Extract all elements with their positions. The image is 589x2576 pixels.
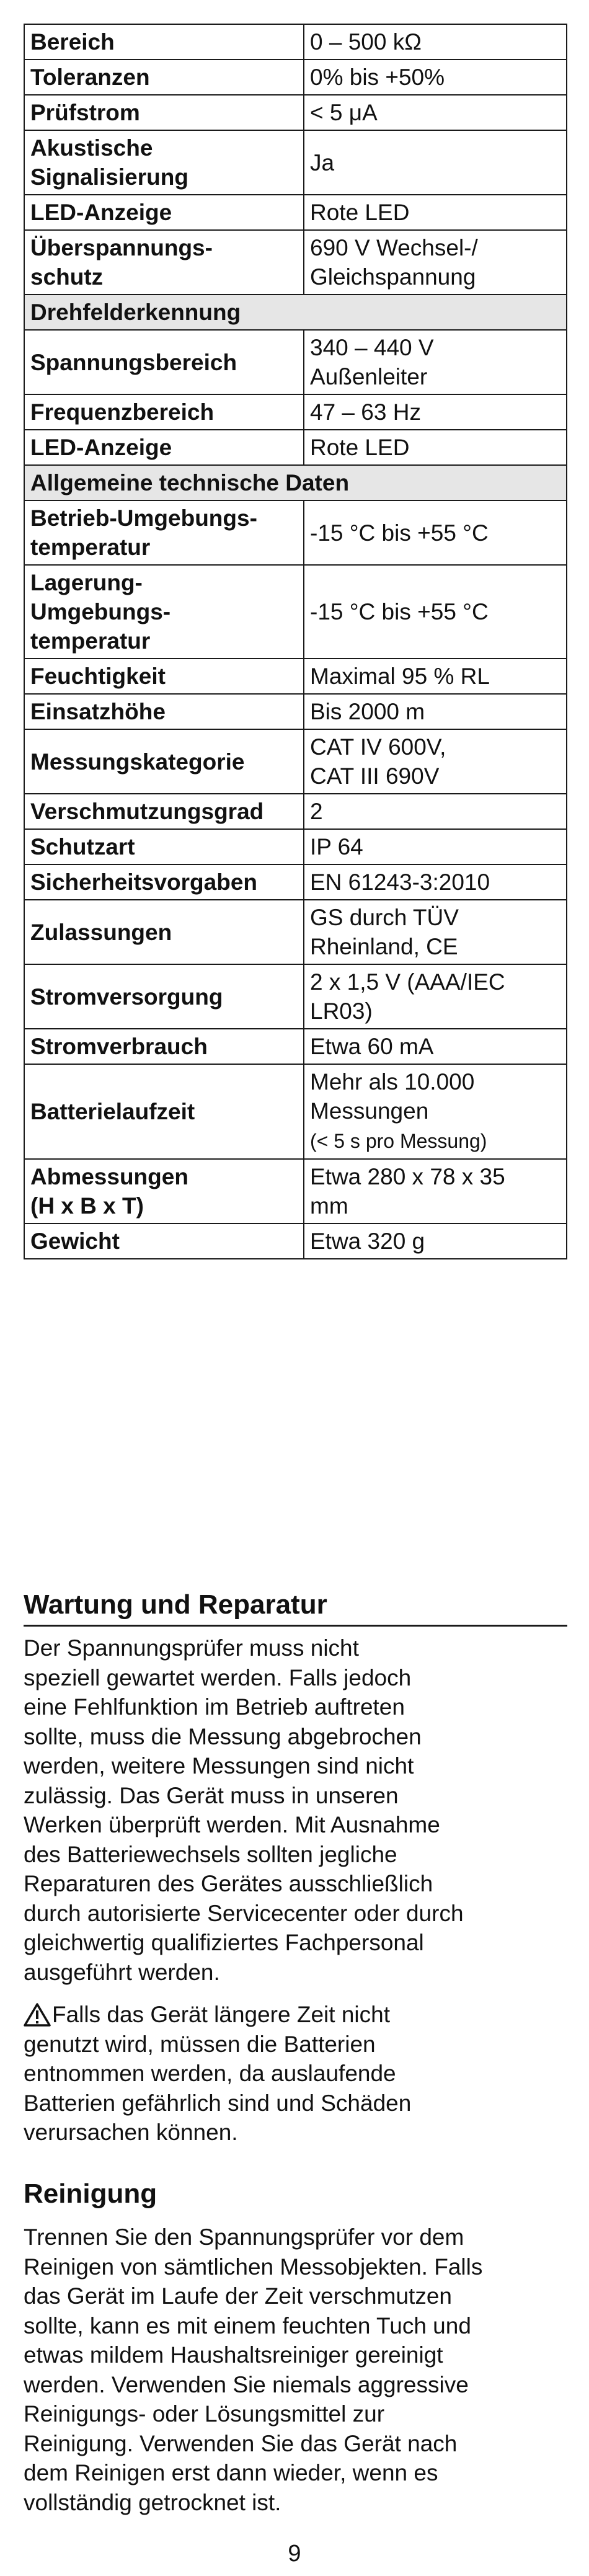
spec-row — [24, 60, 567, 95]
spec-row — [24, 230, 567, 295]
spec-value: Etwa 320 g — [310, 1228, 425, 1254]
section-title: Drehfelderkennung — [24, 295, 567, 330]
spec-label: LED-Anzeige — [24, 430, 304, 465]
spec-value-cell — [304, 829, 567, 864]
spec-row — [24, 195, 567, 230]
spec-value: Rote LED — [310, 435, 410, 460]
spec-row — [24, 130, 567, 195]
spec-value: 47 – 63 Hz — [310, 399, 421, 425]
spec-row — [24, 829, 567, 864]
spec-label: Überspannungs- schutz — [24, 230, 304, 295]
spec-value-cell — [304, 659, 567, 694]
section-header-row — [24, 465, 567, 500]
spec-row — [24, 659, 567, 694]
spec-label: Stromverbrauch — [24, 1029, 304, 1064]
spec-value-cell — [304, 565, 567, 659]
spec-label: Akustische Signalisierung — [24, 130, 304, 195]
spec-row — [24, 394, 567, 430]
spec-label: Batterielaufzeit — [24, 1064, 304, 1159]
spec-value-cell — [304, 130, 567, 195]
spec-value-cell — [304, 1029, 567, 1064]
spec-value-cell — [304, 500, 567, 565]
spec-row — [24, 864, 567, 900]
spec-value: Mehr als 10.000 Messungen — [310, 1069, 475, 1124]
spec-row — [24, 694, 567, 729]
spec-row — [24, 430, 567, 465]
warning-paragraph: Falls das Gerät längere Zeit nicht genutzt wird, müssen die Batterien entnommen werden, da auslaufende Batterien gefährlich sind und Schäden verursachen können. — [24, 2002, 412, 2145]
spec-value: Etwa 280 x 78 x 35 mm — [310, 1164, 505, 1219]
page-number: 9 — [288, 2541, 301, 2567]
specifications-body — [24, 24, 567, 1259]
spec-label: Stromversorgung — [24, 964, 304, 1029]
spec-value-cell — [304, 24, 567, 60]
spec-row — [24, 95, 567, 130]
spec-row — [24, 1029, 567, 1064]
section-header-row — [24, 295, 567, 330]
spec-row — [24, 1159, 567, 1224]
battery-warning — [24, 2000, 567, 2147]
spec-value: IP 64 — [310, 834, 363, 859]
spec-value-cell — [304, 60, 567, 95]
spec-value: CAT IV 600V, CAT III 690V — [310, 734, 446, 789]
spec-row — [24, 1064, 567, 1159]
spec-value: 340 – 440 V Außenleiter — [310, 335, 434, 389]
spec-value: Rote LED — [310, 200, 410, 225]
spec-value: 0% bis +50% — [310, 64, 445, 90]
spec-label: Toleranzen — [24, 60, 304, 95]
spec-label: Sicherheitsvorgaben — [24, 864, 304, 900]
spec-label: Prüfstrom — [24, 95, 304, 130]
spec-value-cell — [304, 964, 567, 1029]
spec-value: Ja — [310, 149, 335, 175]
spec-label: Feuchtigkeit — [24, 659, 304, 694]
spec-value-cell — [304, 1159, 567, 1224]
spec-value-cell — [304, 430, 567, 465]
warning-icon — [24, 2002, 51, 2027]
spec-row — [24, 330, 567, 394]
spec-label: Verschmutzungsgrad — [24, 794, 304, 829]
spec-value-cell — [304, 1064, 567, 1159]
spec-value: Bis 2000 m — [310, 699, 425, 724]
spec-value: -15 °C bis +55 °C — [310, 599, 489, 624]
spec-row — [24, 565, 567, 659]
spec-value-cell — [304, 230, 567, 295]
spec-value: Etwa 60 mA — [310, 1034, 434, 1059]
spec-value-cell — [304, 900, 567, 964]
spec-row — [24, 1224, 567, 1259]
section-title: Allgemeine technische Daten — [24, 465, 567, 500]
spec-label: Lagerung- Umgebungs- temperatur — [24, 565, 304, 659]
spec-value: -15 °C bis +55 °C — [310, 520, 489, 546]
spec-value-cell — [304, 394, 567, 430]
spec-label: LED-Anzeige — [24, 195, 304, 230]
spec-row — [24, 729, 567, 794]
spec-label: Frequenzbereich — [24, 394, 304, 430]
cleaning-heading: Reinigung — [24, 2178, 157, 2209]
spec-label: Einsatzhöhe — [24, 694, 304, 729]
spec-value-cell — [304, 95, 567, 130]
maintenance-paragraph: Der Spannungsprüfer muss nicht speziell gewartet werden. Falls jedoch eine Fehlfunktion im Betrieb auftreten sollte, muss die Messung abgebrochen werden, weitere Messungen sind nicht zulässig. Das Gerät muss in unseren Werken überprüft werden. Mit Ausnahme des Batteriewechsels sollten jegliche Reparaturen des Gerätes ausschließlich durch autorisierte Servicecenter oder durch gleichwertig qualifiziertes Fachpersonal ausgeführt werden. — [24, 1635, 464, 1985]
spec-row — [24, 24, 567, 60]
spec-label: Gewicht — [24, 1224, 304, 1259]
spec-value-cell — [304, 794, 567, 829]
spec-value-cell — [304, 729, 567, 794]
spec-value: EN 61243-3:2010 — [310, 869, 490, 895]
spec-note: (< 5 s pro Messung) — [310, 1130, 487, 1152]
spec-value: 2 x 1,5 V (AAA/IEC LR03) — [310, 969, 505, 1024]
spec-value: Maximal 95 % RL — [310, 664, 490, 689]
maintenance-heading: Wartung und Reparatur — [24, 1588, 567, 1627]
specifications-table — [24, 24, 567, 1259]
spec-label: Schutzart — [24, 829, 304, 864]
spec-label: Betrieb-Umgebungs- temperatur — [24, 500, 304, 565]
spec-value-cell — [304, 1224, 567, 1259]
spec-value-cell — [304, 694, 567, 729]
spec-value-cell — [304, 864, 567, 900]
spec-row — [24, 794, 567, 829]
spec-value: 2 — [310, 799, 323, 824]
spec-label: Messungskategorie — [24, 729, 304, 794]
spec-label: Bereich — [24, 24, 304, 60]
spec-row — [24, 900, 567, 964]
spec-row — [24, 500, 567, 565]
spec-value: < 5 μA — [310, 100, 378, 125]
spec-label: Abmessungen (H x B x T) — [24, 1159, 304, 1224]
spec-value: 690 V Wechsel-/ Gleichspannung — [310, 235, 478, 290]
spec-value: 0 – 500 kΩ — [310, 29, 422, 55]
spec-value-cell — [304, 195, 567, 230]
spec-value-cell — [304, 330, 567, 394]
cleaning-paragraph: Trennen Sie den Spannungsprüfer vor dem Reinigen von sämtlichen Messobjekten. Falls das Gerät im Laufe der Zeit verschmutzen sollte, kann es mit einem feuchten Tuch und etwas mildem Haushaltsreiniger gereinigt werden. Verwenden Sie niemals aggressive Reinigungs- oder Lösungsmittel zur Reinigung. Verwenden Sie das Gerät nach dem Reinigen erst dann wieder, wenn es vollständig getrocknet ist. — [24, 2224, 483, 2515]
spec-label: Zulassungen — [24, 900, 304, 964]
spec-value: GS durch TÜV Rheinland, CE — [310, 905, 459, 959]
spec-row — [24, 964, 567, 1029]
spec-label: Spannungsbereich — [24, 330, 304, 394]
